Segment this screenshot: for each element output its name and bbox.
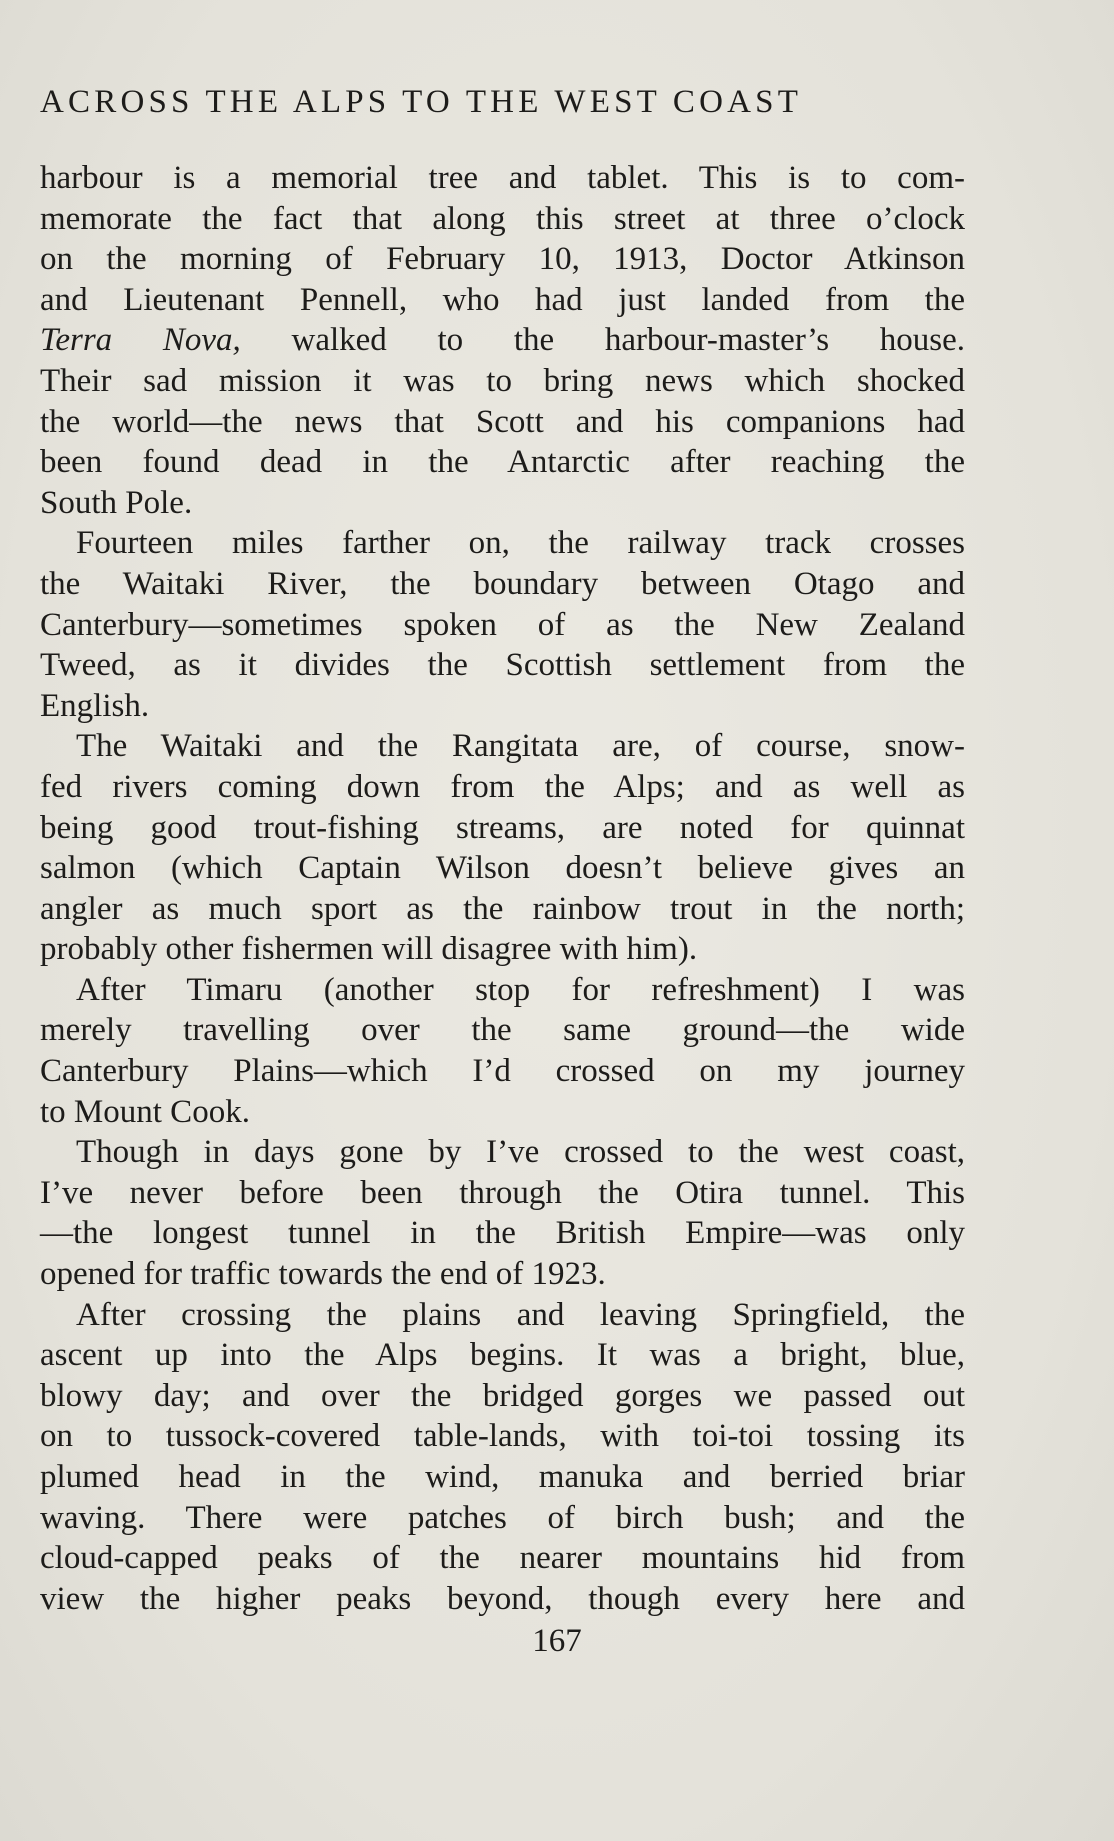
text-line: I’ve never before been through the Otira tunnel. This: [40, 1174, 965, 1211]
text-line: The Waitaki and the Rangitata are, of course, snow-: [76, 728, 965, 765]
text-line: blowy day; and over the bridged gorges we passed out: [40, 1377, 965, 1414]
text-line: ascent up into the Alps begins. It was a bright, blue,: [40, 1337, 965, 1374]
text-line: being good trout-fishing streams, are noted for quinnat: [40, 809, 965, 846]
text-line: and Lieutenant Pennell, who had just landed from the: [40, 281, 965, 318]
text-line: —the longest tunnel in the British Empire—was only: [40, 1215, 965, 1252]
text-line: on the morning of February 10, 1913, Doctor Atkinson: [40, 241, 965, 278]
text-line: Canterbury Plains—which I’d crossed on my journey: [40, 1053, 965, 1090]
text-line: probably other fishermen will disagree with him).: [40, 931, 698, 968]
text-line: harbour is a memorial tree and tablet. This is to com-: [40, 160, 965, 196]
text-line: plumed head in the wind, manuka and berried briar: [40, 1459, 965, 1495]
text-line: on to tussock-covered table-lands, with toi-toi tossing its: [40, 1418, 965, 1455]
text-line: memorate the fact that along this street at three o’clock: [40, 200, 965, 237]
text-line: Their sad mission it was to bring news which shocked: [40, 362, 965, 399]
text-line: opened for traffic towards the end of 1923.: [40, 1256, 606, 1293]
text-line: been found dead in the Antarctic after reaching the: [40, 444, 965, 481]
text-line: view the higher peaks beyond, though every here and: [40, 1580, 965, 1617]
page-number: 167: [532, 1623, 582, 1659]
text-line: Tweed, as it divides the Scottish settlement from the: [40, 647, 965, 684]
text-line: Terra Nova, walked to the harbour-master’s house.: [40, 322, 965, 359]
text-line: After crossing the plains and leaving Springfield, the: [76, 1296, 965, 1333]
text-line: merely travelling over the same ground—the wide: [40, 1012, 965, 1049]
text-line: South Pole.: [40, 484, 193, 521]
text-line: Canterbury—sometimes spoken of as the New Zealand: [40, 606, 965, 643]
body-text: [40, 158, 965, 1619]
running-head: ACROSS THE ALPS TO THE WEST COAST: [40, 84, 803, 120]
text-line: fed rivers coming down from the Alps; and as well as: [40, 768, 965, 805]
text-line: cloud-capped peaks of the nearer mountains hid from: [40, 1540, 965, 1577]
text-line: the world—the news that Scott and his companions had: [40, 403, 965, 440]
text-line: salmon (which Captain Wilson doesn’t believe gives an: [40, 850, 965, 887]
text-line: the Waitaki River, the boundary between Otago and: [40, 565, 965, 602]
text-line: angler as much sport as the rainbow trout in the north;: [40, 890, 965, 927]
text-line: Fourteen miles farther on, the railway track crosses: [76, 525, 965, 562]
text-line: to Mount Cook.: [40, 1093, 250, 1130]
text-line: After Timaru (another stop for refreshment) I was: [76, 971, 965, 1008]
ship-name: Terra Nova,: [40, 322, 241, 359]
text-line: English.: [40, 687, 150, 724]
text-line: waving. There were patches of birch bush; and the: [40, 1499, 965, 1536]
text-line: Though in days gone by I’ve crossed to the west coast,: [76, 1134, 965, 1171]
